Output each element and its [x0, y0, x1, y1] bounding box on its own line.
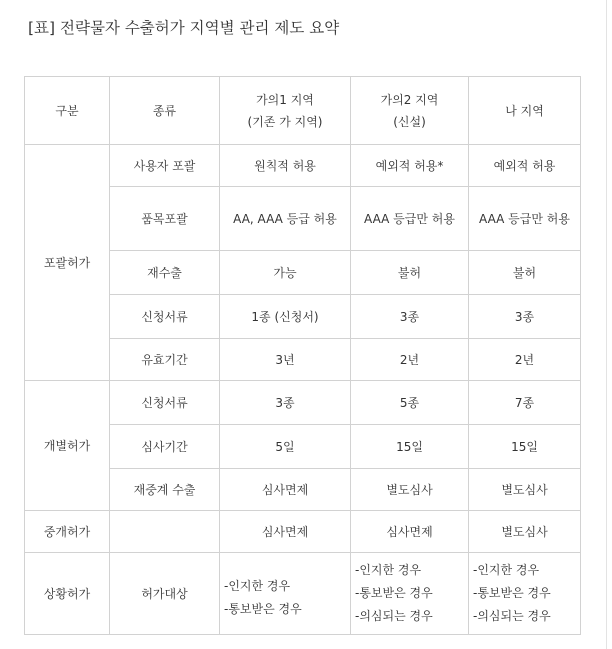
row-type: 품목포괄: [110, 187, 220, 251]
cell-region-1: [220, 553, 351, 635]
cell-region-3: 별도심사: [469, 511, 581, 553]
cell-region-2: 불허: [351, 251, 469, 295]
header-category: 구분: [25, 77, 110, 145]
row-type: 유효기간: [110, 339, 220, 381]
group-label-individual: 개별허가: [25, 381, 110, 511]
cell-region-2: 3종: [351, 295, 469, 339]
table-row: [25, 145, 581, 187]
list-item: -통보받은 경우: [473, 586, 551, 600]
cell-region-3: 2년: [469, 339, 581, 381]
cell-region-1: 5일: [220, 425, 351, 469]
list-item: -통보받은 경우: [355, 586, 433, 600]
list-item: -인지한 경우: [355, 563, 422, 577]
cell-region-2: 심사면제: [351, 511, 469, 553]
group-label-comprehensive: 포괄허가: [25, 145, 110, 381]
cell-region-2: AAA 등급만 허용: [351, 187, 469, 251]
row-type: 재수출: [110, 251, 220, 295]
cell-region-2: 2년: [351, 339, 469, 381]
page-title: [표] 전략물자 수출허가 지역별 관리 제도 요약: [28, 19, 340, 37]
cell-region-3: 예외적 허용: [469, 145, 581, 187]
row-type: 사용자 포괄: [110, 145, 220, 187]
cell-region-2: 15일: [351, 425, 469, 469]
cell-region-3: 불허: [469, 251, 581, 295]
cell-region-1: 심사면제: [220, 469, 351, 511]
cell-region-1: 3년: [220, 339, 351, 381]
cell-region-3: AAA 등급만 허용: [469, 187, 581, 251]
row-type: 신청서류: [110, 295, 220, 339]
cell-region-2: [351, 553, 469, 635]
row-type: 재중계 수출: [110, 469, 220, 511]
header-row: [25, 77, 581, 145]
header-region-3: 나 지역: [469, 77, 581, 145]
group-label-brokering: 중개허가: [25, 511, 110, 553]
cell-region-3: 3종: [469, 295, 581, 339]
header-region-1-note: (기존 가 지역): [247, 114, 323, 129]
header-region-2: [351, 77, 469, 145]
summary-table: [24, 76, 581, 635]
table-row: [25, 381, 581, 425]
list-item: -인지한 경우: [224, 578, 291, 593]
table-row: [25, 511, 581, 553]
list-item: -인지한 경우: [473, 563, 540, 577]
row-type: 심사기간: [110, 425, 220, 469]
cell-region-1: 3종: [220, 381, 351, 425]
list-item: -통보받은 경우: [224, 601, 302, 616]
header-type: 종류: [110, 77, 220, 145]
cell-region-1: AA, AAA 등급 허용: [220, 187, 351, 251]
row-type: 신청서류: [110, 381, 220, 425]
row-type: 허가대상: [110, 553, 220, 635]
cell-region-1: 1종 (신청서): [220, 295, 351, 339]
page-divider: [606, 0, 607, 649]
table-row: [25, 553, 581, 635]
cell-region-1: 심사면제: [220, 511, 351, 553]
cell-region-3: 15일: [469, 425, 581, 469]
header-region-2-name: 가의2 지역: [380, 92, 439, 107]
cell-region-3: [469, 553, 581, 635]
cell-region-2: 예외적 허용*: [351, 145, 469, 187]
header-region-1-name: 가의1 지역: [256, 92, 314, 107]
cell-region-3: 7종: [469, 381, 581, 425]
list-item: -의심되는 경우: [355, 609, 433, 623]
header-region-1: [220, 77, 351, 145]
cell-region-1: 원칙적 허용: [220, 145, 351, 187]
cell-region-3: 별도심사: [469, 469, 581, 511]
group-label-catch-all: 상황허가: [25, 553, 110, 635]
header-region-2-note: (신설): [393, 114, 426, 129]
cell-region-2: 5종: [351, 381, 469, 425]
list-item: -의심되는 경우: [473, 609, 551, 623]
cell-region-1: 가능: [220, 251, 351, 295]
cell-region-2: 별도심사: [351, 469, 469, 511]
row-type: [110, 511, 220, 553]
